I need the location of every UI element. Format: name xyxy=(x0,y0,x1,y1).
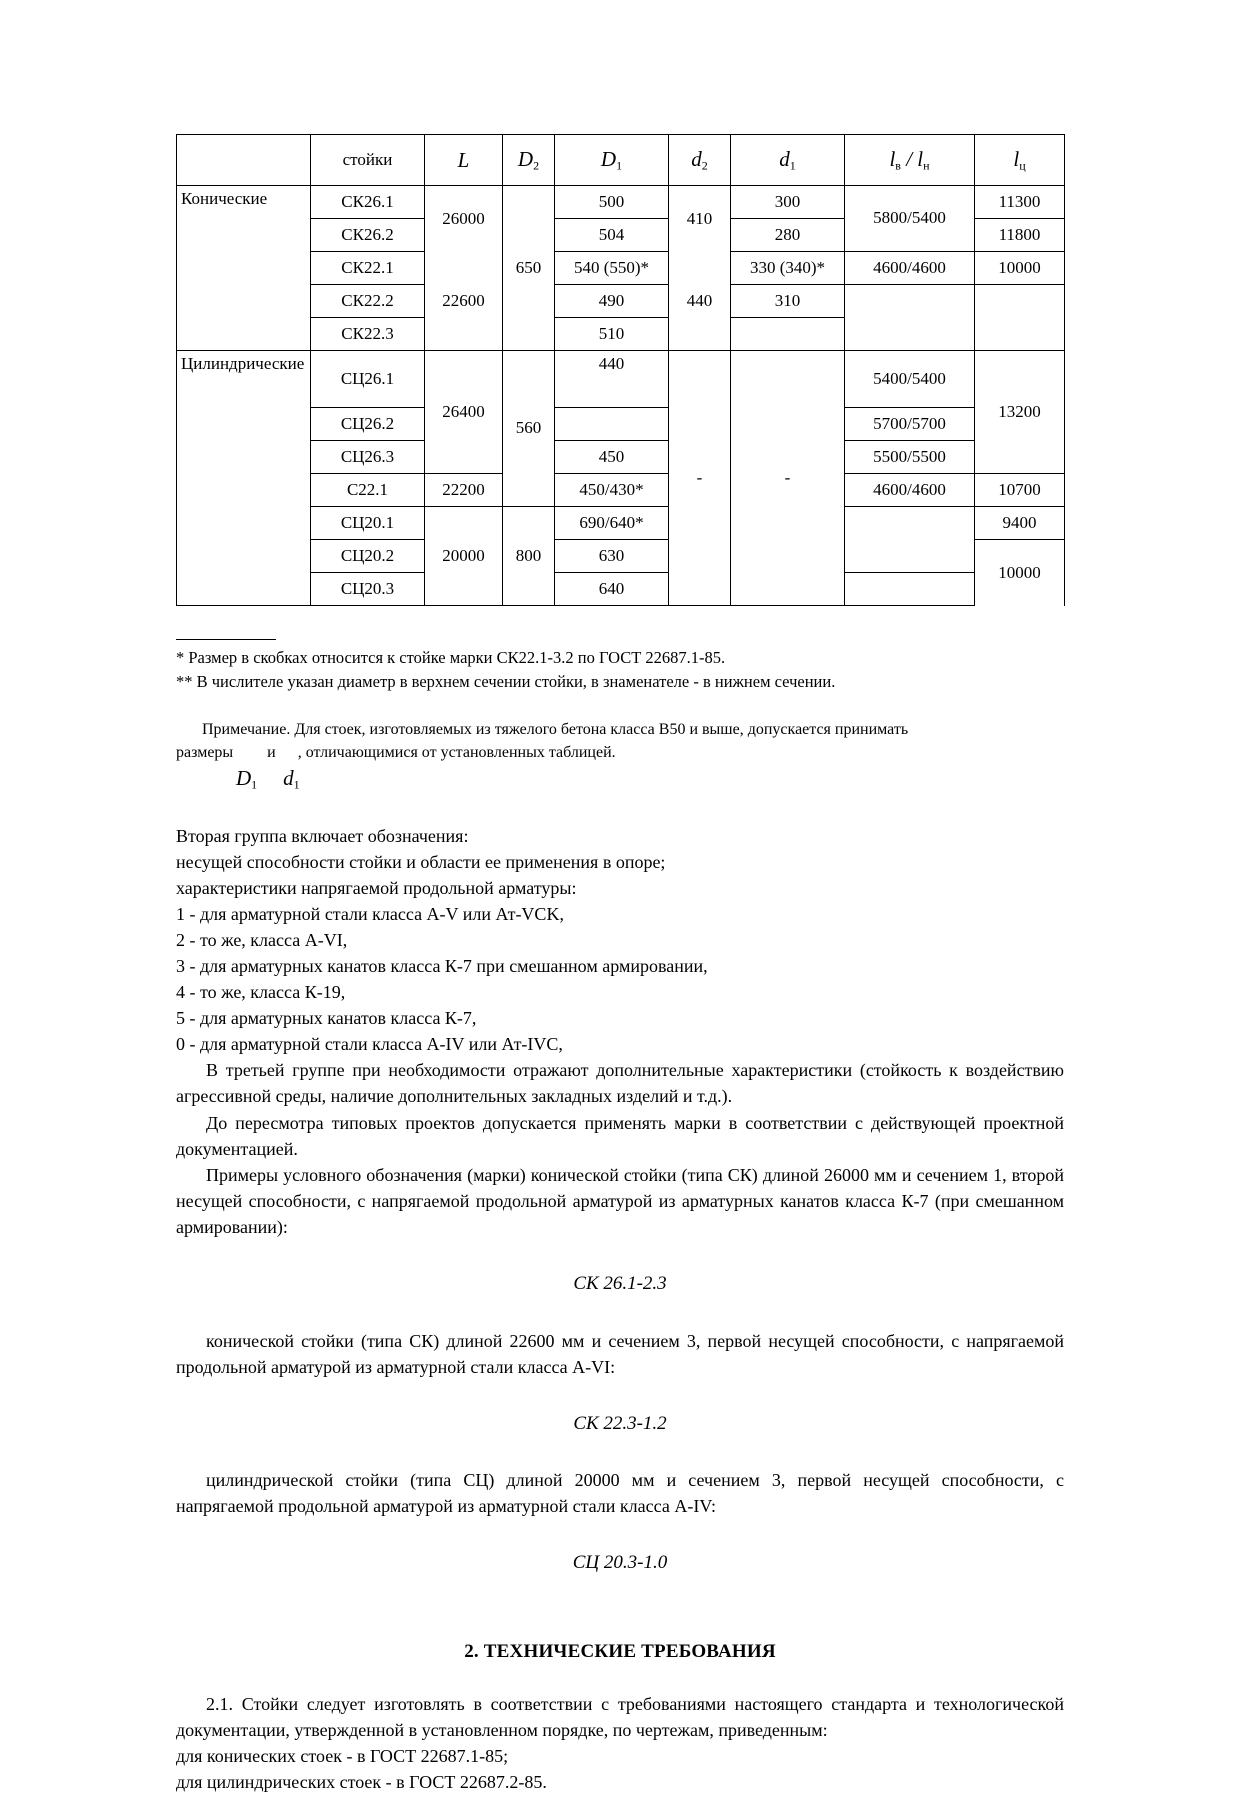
cell-D1: 450/430* xyxy=(555,474,669,507)
cell-d1: 300 xyxy=(731,186,845,219)
cell-lc: 10000 xyxy=(975,252,1065,285)
cell-L: 22600 xyxy=(425,252,503,351)
table-row xyxy=(177,351,1065,408)
header-cell-D2 xyxy=(503,135,555,186)
paragraph-third-group: В третьей группе при необходимости отражают дополнительные характеристики (стойкость к воздействию агрессивной среды, наличие дополнительных закладных изделий и т.д.). xyxy=(176,1060,1064,1107)
cell-lv-ln: 5700/5700 xyxy=(845,408,975,441)
footnote-one: * Размер в скобках относится к стойке марки СК22.1-3.2 по ГОСТ 22687.1-85. xyxy=(176,648,726,667)
cell-lc: 9400 xyxy=(975,507,1065,540)
cell-L: 20000 xyxy=(425,507,503,606)
cell-d2: 440 xyxy=(669,252,731,351)
section-heading-technical-requirements: 2. ТЕХНИЧЕСКИЕ ТРЕБОВАНИЯ xyxy=(464,1641,776,1663)
cell-D1: 640 xyxy=(555,573,669,606)
list-item-4: 4 - то же, класса К-19, xyxy=(176,982,346,1003)
example-designation-1: СК 26.1-2.3 xyxy=(573,1273,667,1294)
cell-D1: 540 (550)* xyxy=(555,252,669,285)
body-text-block xyxy=(176,823,1064,1578)
header-cell-lv-ln xyxy=(845,135,975,186)
subitem-cylindrical-gost: для цилиндрических стоек - в ГОСТ 22687.2-85. xyxy=(176,1772,547,1793)
table-row xyxy=(177,285,1065,318)
header-cell-type xyxy=(177,135,311,186)
cell-mark: СЦ26.2 xyxy=(311,408,425,441)
cell-lv-ln xyxy=(845,573,975,606)
cell-lc: 11300 xyxy=(975,186,1065,219)
cell-lv-ln: 4600/4600 xyxy=(845,474,975,507)
paragraph-bearing-capacity: несущей способности стойки и области ее применения в опоре; xyxy=(176,851,666,872)
cell-d1 xyxy=(731,318,845,351)
cell-d2: - xyxy=(669,351,731,606)
cell-lc: 11800 xyxy=(975,219,1065,252)
list-item-2: 2 - то же, класса A-VI, xyxy=(176,929,348,950)
table-row xyxy=(177,186,1065,219)
table-row xyxy=(177,507,1065,540)
paragraph-until-revision: До пересмотра типовых проектов допускается применять марки в соответствии с действующей проектной документацией. xyxy=(176,1112,1064,1159)
cell-mark: С22.1 xyxy=(311,474,425,507)
cell-mark: СК22.2 xyxy=(311,285,425,318)
list-item-1: 1 - для арматурной стали класса A-V или Ат-VCK, xyxy=(176,903,564,924)
note-block xyxy=(176,718,1064,764)
header-cell-D1 xyxy=(555,135,669,186)
stoyki-spec-table xyxy=(176,134,1065,606)
section2-body xyxy=(176,1691,1064,1795)
note-line2-a: размеры xyxy=(176,743,234,761)
cell-L: 26000 xyxy=(425,186,503,252)
note-line2-b: , отличающимися от установленных таблицей. xyxy=(297,743,616,761)
paragraph-reinforcement-chars: характеристики напрягаемой продольной арматуры: xyxy=(176,877,577,898)
cell-mark: СЦ26.3 xyxy=(311,441,425,474)
cell-mark: СЦ20.1 xyxy=(311,507,425,540)
symbol-lc: $l_ц$ xyxy=(1013,147,1026,173)
cell-lc: 10000 xyxy=(975,540,1065,606)
cell-mark: СЦ20.3 xyxy=(311,573,425,606)
cell-L: 22200 xyxy=(425,474,503,507)
cell-D1: 500 xyxy=(555,186,669,219)
list-item-3: 3 - для арматурных канатов класса К-7 при смешанном армировании, xyxy=(176,955,708,976)
table-row xyxy=(177,252,1065,285)
cell-D1: 510 xyxy=(555,318,669,351)
cell-lv-ln: 5800/5400 xyxy=(845,186,975,252)
paragraph-second-group-intro: Вторая группа включает обозначения: xyxy=(176,825,469,846)
cell-D1: 450 xyxy=(555,441,669,474)
table-header-row xyxy=(177,135,1065,186)
cell-lc: 10700 xyxy=(975,474,1065,507)
table-row xyxy=(177,408,1065,441)
example-designation-3: СЦ 20.3-1.0 xyxy=(572,1552,668,1574)
cell-L: 26400 xyxy=(425,351,503,474)
symbol-D1: $D_1$ xyxy=(600,147,623,173)
note-lead-text: Примечание. Для стоек, изготовляемых из тяжелого бетона класса В50 и выше, допускается принимать xyxy=(202,720,909,738)
cell-D2: 800 xyxy=(503,507,555,606)
symbol-d2: $d_2$ xyxy=(691,147,708,173)
cell-lv-ln: 5400/5400 xyxy=(845,351,975,408)
cell-D2: 650 xyxy=(503,186,555,351)
cell-D2: 560 xyxy=(503,351,555,507)
header-cell-mark: стойки xyxy=(311,135,425,186)
header-cell-d2 xyxy=(669,135,731,186)
symbol-d1: $d_1$ xyxy=(779,147,796,173)
formula-D1: $D_1$ xyxy=(236,765,258,792)
paragraph-examples-intro: Примеры условного обозначения (марки) конической стойки (типа СК) длиной 26000 мм и сечением 1, второй несущей способности, с напрягаемой продольной арматурой из арматурных канатов класса К-7 (при смешанном армировании): xyxy=(176,1164,1064,1237)
table-row xyxy=(177,573,1065,606)
cell-D1: 690/640* xyxy=(555,507,669,540)
cell-D1: 504 xyxy=(555,219,669,252)
cell-lv-ln: 4600/4600 xyxy=(845,252,975,285)
table-row xyxy=(177,441,1065,474)
cell-D1: 630 xyxy=(555,540,669,573)
cell-d1: 330 (340)* xyxy=(731,252,845,285)
cell-mark: СК22.1 xyxy=(311,252,425,285)
symbol-D2: $D_2$ xyxy=(517,147,540,173)
paragraph-example-3-desc: цилиндрической стойки (типа СЦ) длиной 20000 мм и сечением 3, первой несущей способности, с напрягаемой продольной арматурой из арматурной стали класса A-IV: xyxy=(176,1470,1064,1517)
cell-D1: 440 xyxy=(555,351,669,408)
cell-D1 xyxy=(555,408,669,441)
page-content xyxy=(176,134,1064,1795)
cell-D1: 490 xyxy=(555,285,669,318)
formula-d1: $d_1$ xyxy=(283,765,300,792)
paragraph-example-2-desc: конической стойки (типа СК) длиной 22600 мм и сечением 3, первой несущей способности, с напрягаемой продольной арматурой из арматурной стали класса A-VI: xyxy=(176,1330,1064,1377)
cell-d1: - xyxy=(731,351,845,606)
header-cell-lc xyxy=(975,135,1065,186)
cell-d2: 410 xyxy=(669,186,731,252)
cell-lv-ln xyxy=(845,285,975,351)
cell-mark: СК22.3 xyxy=(311,318,425,351)
cell-d1: 310 xyxy=(731,285,845,318)
cell-lv-ln xyxy=(845,507,975,573)
cell-lv-ln: 5500/5500 xyxy=(845,441,975,474)
group-label-conical: Конические xyxy=(177,186,311,351)
list-item-5: 5 - для арматурных канатов класса К-7, xyxy=(176,1008,477,1029)
group-label-cylindrical: Цилиндрические xyxy=(177,351,311,606)
subitem-conical-gost: для конических стоек - в ГОСТ 22687.1-85; xyxy=(176,1746,509,1767)
cell-mark: СК26.2 xyxy=(311,219,425,252)
symbol-L: L xyxy=(457,147,470,172)
cell-mark: СЦ26.1 xyxy=(311,351,425,408)
cell-mark: СК26.1 xyxy=(311,186,425,219)
cell-d1: 280 xyxy=(731,219,845,252)
footnote-separator-rule xyxy=(176,639,276,640)
cell-lc: 13200 xyxy=(975,351,1065,474)
cell-mark: СЦ20.2 xyxy=(311,540,425,573)
footnote-two: ** В числителе указан диаметр в верхнем сечении стойки, в знаменателе - в нижнем сечении. xyxy=(176,672,836,692)
table-row xyxy=(177,474,1065,507)
cell-lc xyxy=(975,285,1065,351)
example-designation-2: СК 22.3-1.2 xyxy=(573,1412,667,1434)
note-line2-mid: и xyxy=(267,743,276,761)
header-cell-L xyxy=(425,135,503,186)
list-item-0: 0 - для арматурной стали класса A-IV или Ат-IVC, xyxy=(176,1034,563,1055)
header-cell-d1 xyxy=(731,135,845,186)
symbol-lv-ln: $l_в / l_н$ xyxy=(889,147,930,173)
paragraph-2-1: 2.1. Стойки следует изготовлять в соответствии с требованиями настоящего стандарта и технологической документации, утвержденной в установленном порядке, по чертежам, приведенным: xyxy=(176,1694,1064,1741)
note-formula-row xyxy=(236,766,1064,793)
